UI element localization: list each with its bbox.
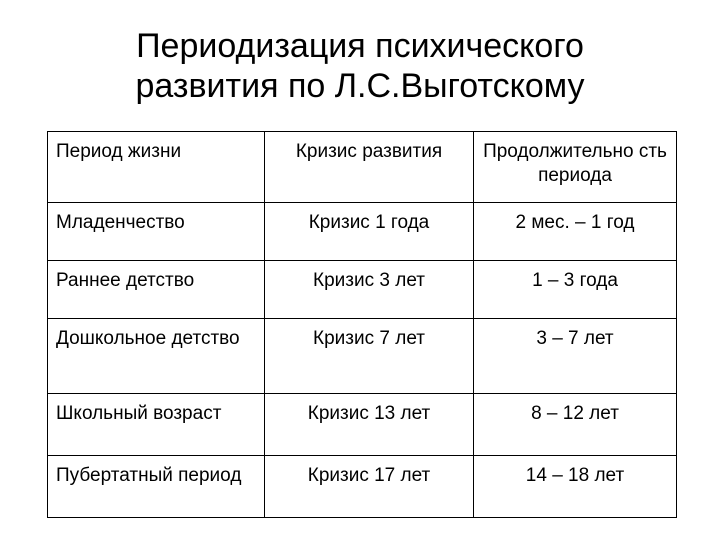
cell-duration: 14 – 18 лет <box>474 456 677 518</box>
cell-period: Дошкольное детство <box>48 319 265 394</box>
title-line-1: Периодизация психического <box>136 27 584 65</box>
cell-duration: 8 – 12 лет <box>474 394 677 456</box>
title-line-2: развития по Л.С.Выготскому <box>135 67 585 105</box>
table-row <box>48 319 677 394</box>
header-period: Период жизни <box>48 132 265 203</box>
cell-duration: 3 – 7 лет <box>474 319 677 394</box>
table-row <box>48 456 677 518</box>
page-title <box>0 26 720 106</box>
cell-duration: 1 – 3 года <box>474 261 677 319</box>
table-row <box>48 394 677 456</box>
header-duration: Продолжительно сть периода <box>474 132 677 203</box>
table-header-row <box>48 132 677 203</box>
header-crisis: Кризис развития <box>265 132 474 203</box>
table-row <box>48 203 677 261</box>
cell-crisis: Кризис 13 лет <box>265 394 474 456</box>
cell-duration: 2 мес. – 1 год <box>474 203 677 261</box>
periodization-table <box>47 131 677 518</box>
cell-crisis: Кризис 1 года <box>265 203 474 261</box>
table-row <box>48 261 677 319</box>
cell-period: Раннее детство <box>48 261 265 319</box>
cell-crisis: Кризис 17 лет <box>265 456 474 518</box>
cell-crisis: Кризис 7 лет <box>265 319 474 394</box>
cell-period: Школьный возраст <box>48 394 265 456</box>
cell-crisis: Кризис 3 лет <box>265 261 474 319</box>
cell-period: Пубертатный период <box>48 456 265 518</box>
cell-period: Младенчество <box>48 203 265 261</box>
